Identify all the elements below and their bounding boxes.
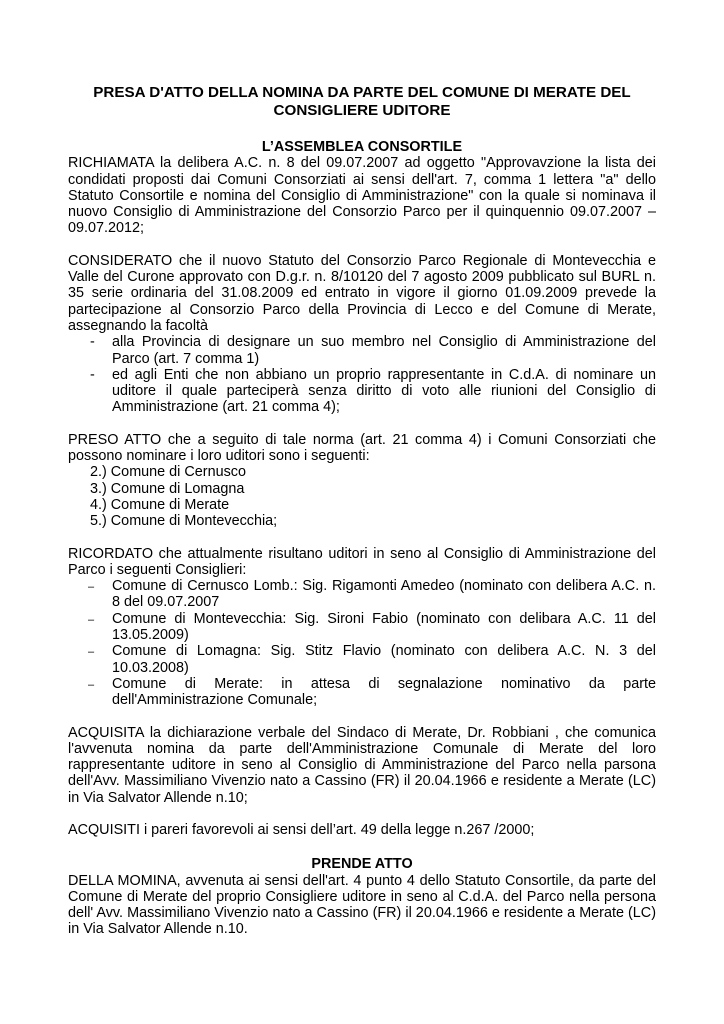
document-page — [68, 84, 656, 938]
uditori-list — [68, 578, 656, 708]
list-marker: - — [90, 334, 95, 351]
list-item-text: ed agli Enti che non abbiano un proprio rappresentante in C.d.A. di nominare un uditore il quale parteciperà senza diritto di voto alle riunioni del Consiglio di Amministrazione (art. 21 comma 4); — [112, 366, 656, 416]
list-item-text: Comune di Montevecchia: Sig. Sironi Fabio (nominato con delibara A.C. 11 del 13.05.2009) — [112, 610, 656, 644]
list-item — [88, 643, 656, 676]
list-marker: - — [90, 366, 95, 383]
list-item — [88, 578, 656, 611]
list-marker: – — [88, 613, 95, 626]
list-item — [90, 334, 656, 367]
considerato-list — [68, 334, 656, 415]
list-item-text: alla Provincia di designare un suo membro nel Consiglio di Amministrazione del Parco (art. 7 comma 1) — [112, 334, 656, 367]
list-item — [90, 366, 656, 416]
considerato-paragraph: CONSIDERATO che il nuovo Statuto del Consorzio Parco Regionale di Montevecchia e Valle del Curone approvato con D.g.r. n. 8/10120 del 7 agosto 2009 pubblicato sul BURL n. 35 serie ordinaria del 31.08.2009 ed entrato in vigore il giorno 01.09.2009 prevede la partecipazione al Consorzio Parco della Provincia di Lecco e del Comune di Merate, assegnando la facoltà — [68, 252, 656, 334]
preso-atto-paragraph: PRESO ATTO che a seguito di tale norma (art. 21 comma 4) i Comuni Consorziati che possono nominare i loro uditori sono i seguenti: — [68, 431, 656, 465]
della-nomina-paragraph: DELLA MOMINA, avvenuta ai sensi dell'art. 4 punto 4 dello Statuto Consortile, da parte del Comune di Merate del proprio Consigliere uditore in seno al C.d.A. del Parco nella persona dell' Avv. Massimiliano Vivenzio nato a Cassino (FR) il 20.04.1966 e residente a Merate (LC) in Via Salvator Allende n.10. — [68, 872, 656, 938]
list-item: 2.) Comune di Cernusco — [90, 464, 246, 481]
document-title: PRESA D'ATTO DELLA NOMINA DA PARTE DEL COMUNE DI MERATE DEL CONSIGLIERE UDITORE — [93, 84, 631, 119]
list-marker: – — [88, 581, 95, 594]
list-item — [88, 675, 656, 709]
list-item-text: Comune di Cernusco Lomb.: Sig. Rigamonti Amedeo (nominato con delibera A.C. n. 8 del 09.07.2007 — [112, 578, 656, 611]
richiamata-paragraph: RICHIAMATA la delibera A.C. n. 8 del 09.07.2007 ad oggetto "Approvavzione la lista dei condidati proposti dai Comuni Consorziati ai sensi dell'art. 7, comma 1 lettera "a" dello Statuto Consortile e nomina del Consiglio di Amministrazione" con la quale si nominava il nuovo Consiglio di Amministrazione del Consorzio Parco per il quinquennio 09.07.2007 – 09.07.2012; — [68, 155, 656, 237]
acquisita-paragraph: ACQUISITA la dichiarazione verbale del Sindaco di Merate, Dr. Robbiani , che comunica l'avvenuta nomina da parte dell'Amministrazione Comunale di Merate del loro rappresentante uditore in seno al Consiglio di Amministrazione del Parco nella parsona dell'Avv. Massimiliano Vivenzio nato a Cassino (FR) il 20.04.1966 e residente a Merate (LC) in Via Salvator Allende n.10; — [68, 724, 656, 806]
acquisiti-paragraph: ACQUISITI i pareri favorevoli ai sensi dell’art. 49 della legge n.267 /2000; — [68, 821, 535, 838]
list-item: 3.) Comune di Lomagna — [90, 480, 245, 497]
assembly-heading: L’ASSEMBLEA CONSORTILE — [261, 139, 463, 155]
list-item — [88, 610, 656, 644]
list-item: 4.) Comune di Merate — [90, 496, 230, 513]
ricordato-paragraph: RICORDATO che attualmente risultano uditori in seno al Consiglio di Amministrazione del Parco i seguenti Consiglieri: — [68, 545, 656, 578]
comuni-list — [68, 464, 656, 529]
list-item: 5.) Comune di Montevecchia; — [90, 513, 278, 530]
list-marker: – — [88, 678, 95, 691]
list-item-text: Comune di Merate: in attesa di segnalazione nominativo da parte dell'Amministrazione Comunale; — [112, 675, 656, 709]
list-marker: – — [88, 646, 95, 659]
prende-atto-heading: PRENDE ATTO — [311, 856, 413, 873]
list-item-text: Comune di Lomagna: Sig. Stitz Flavio (nominato con delibera A.C. N. 3 del 10.03.2008) — [112, 643, 656, 676]
